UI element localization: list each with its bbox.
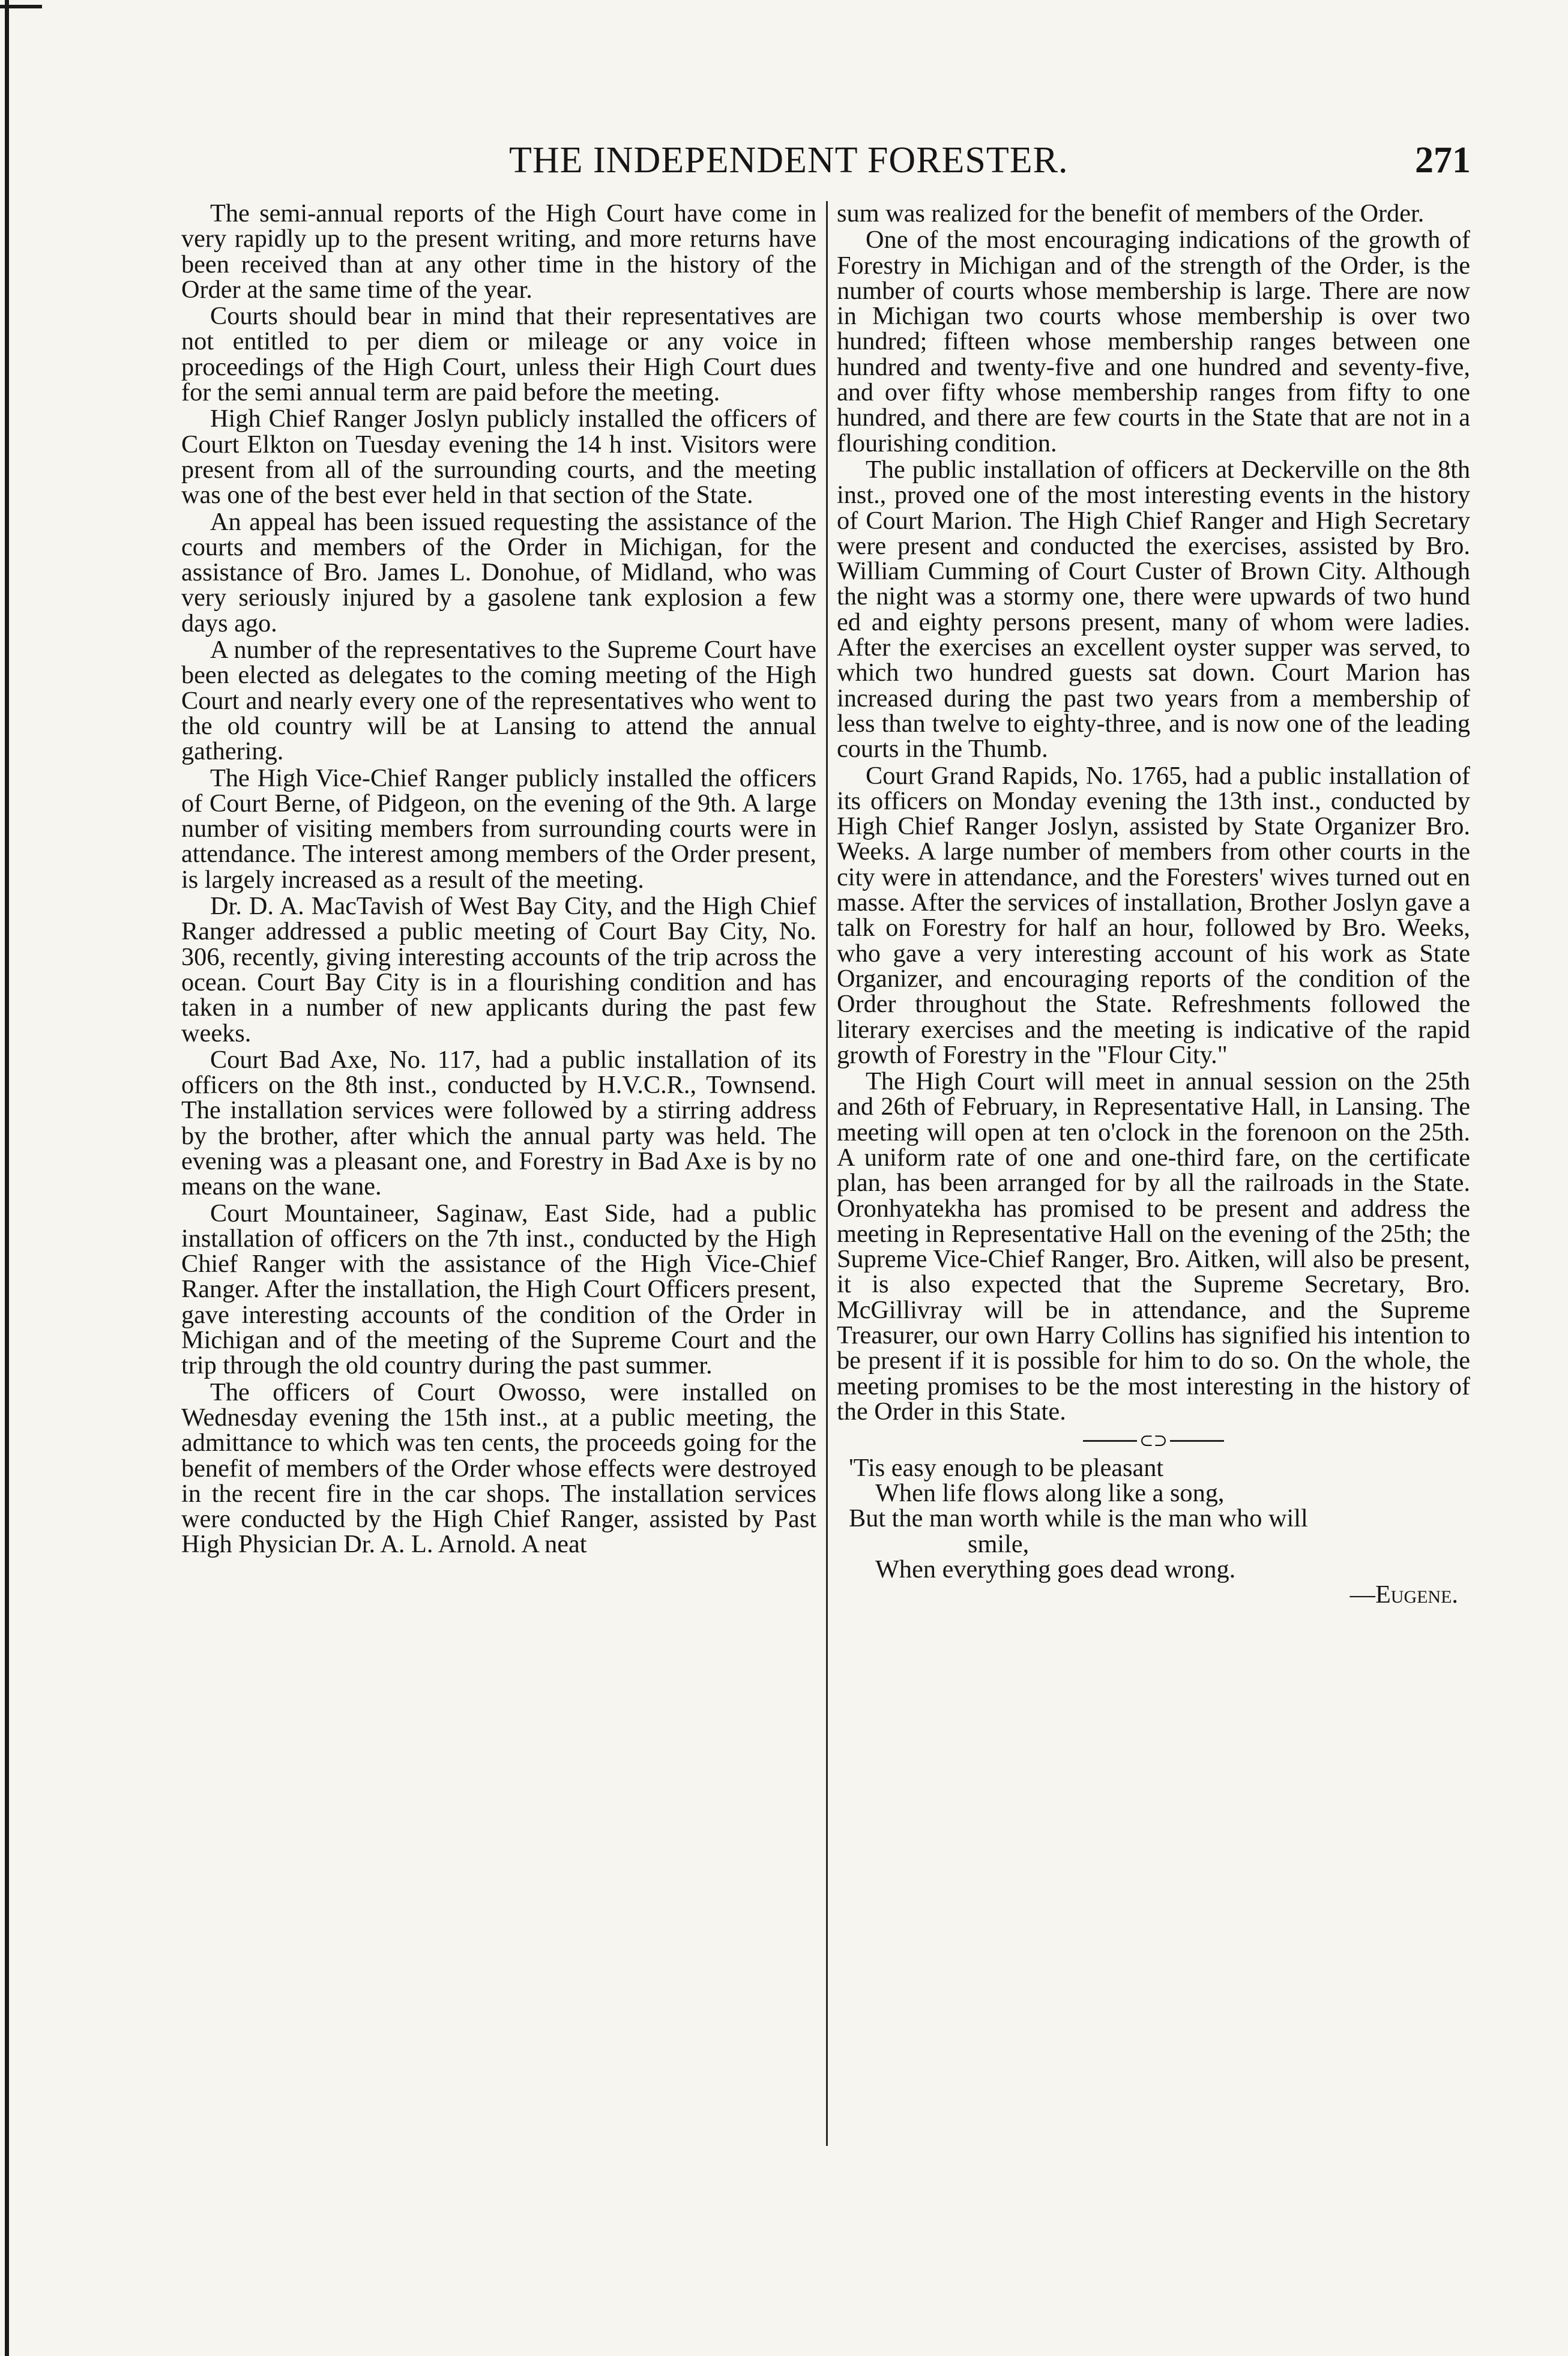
paragraph: Court Grand Rapids, No. 1765, had a public installation of its officers on Monday evening the 13th inst., conducted by High Chief Ranger Joslyn, assisted by State Organizer Bro. Weeks. A large number of members from other courts in the city were in attendance, and the Foresters' wives turned out en masse. After the services of installation, Brother Joslyn gave a talk on Forestry for half an hour, followed by Bro. Weeks, who gave a very interesting account of his work as State Organizer, and encouraging reports of the condition of the Order throughout the State. Refreshments followed the literary exercises and the meeting is indicative of the rapid growth of Forestry in the "Flour City." bbox=[837, 761, 1470, 1069]
paragraph: The public installation of officers at Deckerville on the 8th inst., proved one of the most interesting events in the history of Court Marion. The High Chief Ranger and High Secretary were present and conducted the exercises, assisted by Bro. William Cumming of Court Custer of Brown City. Although the night was a stormy one, there were upwards of two hund ed and eighty persons present, many of whom were ladies. After the exercises an excellent oyster supper was served, to which two hundred guests sat down. Court Marion has increased during the past two years from a membership of less than twelve to eighty-three, and is now one of the leading courts in the Thumb. bbox=[837, 455, 1470, 764]
poem-line: 'Tis easy enough to be pleasant bbox=[849, 1453, 1164, 1482]
paragraph: Court Mountaineer, Saginaw, East Side, had a public installation of officers on the 7th inst., conducted by the High Chief Ranger with the assistance of the High Vice-Chief Ranger. After the installation, the High Court Officers present, gave interesting accounts of the condition of the Order in Michigan and of the meeting of the Supreme Court and the trip through the old country during the past summer. bbox=[181, 1199, 816, 1380]
margin-tick bbox=[0, 5, 42, 8]
poem-line: When life flows along like a song, bbox=[875, 1479, 1225, 1508]
poem-line: When everything goes dead wrong. bbox=[875, 1555, 1236, 1584]
page-number: 271 bbox=[1415, 140, 1471, 181]
paragraph: Courts should bear in mind that their representatives are not entitled to per diem or mileage or any voice in proceedings of the High Court, unless their High Court dues for the semi annual term are paid before the meeting. bbox=[181, 302, 816, 407]
paragraph: The officers of Court Owosso, were installed on Wednesday evening the 15th inst., at a public meeting, the admittance to which was ten cents, the proceeds going for the benefit of members of the Order whose effects were destroyed in the recent fire in the car shops. The installation services were conducted by the High Chief Ranger, assisted by Past High Physician Dr. A. L. Arnold. A neat bbox=[181, 1378, 816, 1559]
poem-line: smile, bbox=[968, 1529, 1030, 1558]
paragraph-continuation: sum was realized for the benefit of members of the Order. bbox=[837, 199, 1425, 227]
margin-rule bbox=[5, 0, 9, 2356]
page-title: THE INDEPENDENT FORESTER. bbox=[509, 140, 1069, 181]
poem-signature: —Eugene. bbox=[1349, 1580, 1458, 1609]
section-ornament: ⊂⊃ bbox=[837, 1432, 1470, 1450]
paragraph: Court Bad Axe, No. 117, had a public installation of its officers on the 8th inst., conducted by H.V.C.R., Townsend. The installation services were followed by a stirring address by the brother, after which the annual party was held. The evening was a pleasant one, and Forestry in Bad Axe is by no means on the wane. bbox=[181, 1045, 816, 1201]
paragraph: The High Vice-Chief Ranger publicly installed the officers of Court Berne, of Pidgeon, on the evening of the 9th. A large number of visiting members from surrounding courts were in attendance. The interest among members of the Order present, is largely increased as a result of the meeting. bbox=[181, 764, 816, 894]
paragraph: A number of the representatives to the Supreme Court have been elected as delegates to the coming meeting of the High Court and nearly every one of the representatives who went to the old country will be at Lansing to attend the annual gathering. bbox=[181, 636, 816, 766]
left-column bbox=[181, 201, 816, 1559]
paragraph: An appeal has been issued requesting the assistance of the courts and members of the Order in Michigan, for the assistance of Bro. James L. Donohue, of Midland, who was very seriously injured by a gasolene tank explosion a few days ago. bbox=[181, 507, 816, 637]
paragraph: High Chief Ranger Joslyn publicly installed the officers of Court Elkton on Tuesday evening the 14 h inst. Visitors were present from all of the surrounding courts, and the meeting was one of the best ever held in that section of the State. bbox=[181, 405, 816, 510]
column-divider bbox=[826, 201, 828, 2146]
paragraph: Dr. D. A. MacTavish of West Bay City, and the High Chief Ranger addressed a public meeting of Court Bay City, No. 306, recently, giving interesting accounts of the trip across the ocean. Court Bay City is in a flourishing condition and has taken in a number of new applicants during the past few weeks. bbox=[181, 892, 816, 1047]
page-header bbox=[180, 139, 1471, 187]
poem bbox=[837, 1453, 1470, 1609]
paragraph: One of the most encouraging indications of the growth of Forestry in Michigan and of the strength of the Order, is the number of courts whose membership is large. There are now in Michigan two courts whose membership is over two hundred; fifteen whose membership ranges between one hundred and twenty-five and one hundred and seventy-five, and over fifty whose membership ranges from fifty to one hundred, and there are few courts in the State that are not in a flourishing condition. bbox=[837, 226, 1470, 457]
right-column bbox=[837, 201, 1470, 1608]
paragraph: The semi-annual reports of the High Court have come in very rapidly up to the present writing, and more returns have been received than at any other time in the history of the Order at the same time of the year. bbox=[181, 199, 816, 304]
poem-line: But the man worth while is the man who will bbox=[849, 1504, 1308, 1533]
paragraph: The High Court will meet in annual session on the 25th and 26th of February, in Representative Hall, in Lansing. The meeting will open at ten o'clock in the forenoon on the 25th. A uniform rate of one and one-third fare, on the certificate plan, has been arranged for by all the railroads in the State. Oronhyatekha has promised to be present and address the meeting in Representative Hall on the evening of the 25th; the Supreme Vice-Chief Ranger, Bro. Aitken, will also be present, it is also expected that the Supreme Secretary, Bro. McGillivray will be in attendance, and the Supreme Treasurer, our own Harry Collins has signified his intention to be present if it is possible for him to do so. On the whole, the meeting promises to be the most interesting in the history of the Order in this State. bbox=[837, 1067, 1470, 1426]
